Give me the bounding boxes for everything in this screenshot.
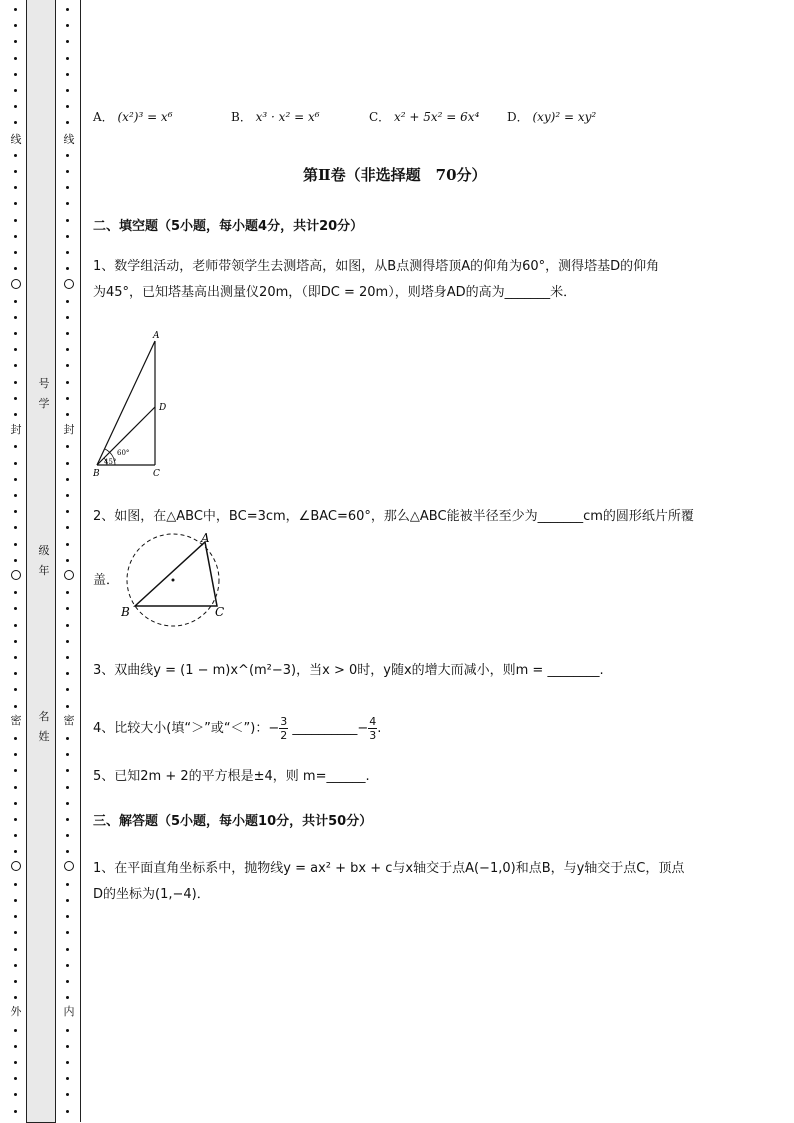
binding-dot xyxy=(66,478,69,481)
info-label-nian: 年 xyxy=(38,564,50,577)
binding-dot xyxy=(66,332,69,335)
binding-dot xyxy=(14,640,17,643)
binding-dot xyxy=(66,640,69,643)
fill-in-heading: 二、填空题（5小题，每小题4分，共计20分） xyxy=(93,219,364,234)
binding-dot xyxy=(14,802,17,805)
binding-dot xyxy=(66,915,69,918)
binding-dot xyxy=(66,753,69,756)
binding-dot xyxy=(14,526,17,529)
solve-question-1-line-2: D的坐标为(1,−4)． xyxy=(93,887,210,902)
binding-dot xyxy=(14,964,17,967)
binding-dot xyxy=(14,251,17,254)
question-4 xyxy=(93,714,743,744)
binding-dot xyxy=(66,850,69,853)
choice-c-label: C． xyxy=(369,110,391,124)
outer-dotted-line xyxy=(8,0,24,1123)
inner-dotted-line xyxy=(60,0,78,1123)
binding-dot xyxy=(14,980,17,983)
binding-dot xyxy=(66,364,69,367)
label-a: A xyxy=(153,331,160,341)
binding-dot xyxy=(66,202,69,205)
solve-question-1-line-1: 1、在平面直角坐标系中，抛物线y = ax² + bx + c与x轴交于点A(−1,0)和点B，与y轴交于点C，顶点 xyxy=(93,861,685,876)
binding-dot xyxy=(66,1061,69,1064)
binding-dot xyxy=(66,964,69,967)
outer-label-xian: 线 xyxy=(10,133,22,146)
binding-dot xyxy=(66,494,69,497)
binding-dot xyxy=(66,1110,69,1113)
binding-dot xyxy=(66,57,69,60)
binding-dot xyxy=(66,1077,69,1080)
inner-label-xian: 线 xyxy=(63,133,75,146)
info-label-ji: 级 xyxy=(38,544,50,557)
binding-dot xyxy=(14,591,17,594)
binding-dot xyxy=(14,57,17,60)
binding-dot xyxy=(14,705,17,708)
binding-dot xyxy=(14,219,17,222)
binding-dot xyxy=(66,705,69,708)
binding-dot xyxy=(14,883,17,886)
binding-dot xyxy=(66,883,69,886)
binding-dot xyxy=(14,121,17,124)
binding-dot xyxy=(14,413,17,416)
binding-dot xyxy=(66,24,69,27)
binding-dot xyxy=(14,1029,17,1032)
binding-dot xyxy=(66,737,69,740)
choice-a-expr: (x²)³ = x⁶ xyxy=(117,110,173,124)
question-5: 5、已知2m + 2的平方根是±4，则 m=______. xyxy=(93,769,370,784)
binding-dot xyxy=(14,202,17,205)
inner-label-mi: 密 xyxy=(63,714,75,727)
tower-figure xyxy=(93,328,173,478)
binding-dot xyxy=(66,381,69,384)
choice-c xyxy=(369,108,479,125)
binding-dot xyxy=(66,8,69,11)
binding-dot xyxy=(14,850,17,853)
binding-dot xyxy=(14,462,17,465)
binding-dot xyxy=(66,931,69,934)
outer-circle-marker xyxy=(11,570,21,580)
binding-dot xyxy=(14,267,17,270)
binding-dot xyxy=(66,40,69,43)
inner-circle-marker xyxy=(64,861,74,871)
binding-dot xyxy=(14,73,17,76)
binding-margin xyxy=(0,0,90,1123)
binding-dot xyxy=(66,186,69,189)
binding-dot xyxy=(14,656,17,659)
fraction-numerator: 4 xyxy=(369,715,377,728)
question-1 xyxy=(93,254,743,306)
binding-dot xyxy=(14,24,17,27)
binding-dot xyxy=(14,105,17,108)
binding-dot xyxy=(14,186,17,189)
outer-circle-marker xyxy=(11,861,21,871)
binding-dot xyxy=(14,834,17,837)
binding-dot xyxy=(14,769,17,772)
question-3: 3、双曲线y = (1 − m)x^(m²−3)，当x > 0时，y随x的增大而减小，则m = ________. xyxy=(93,663,604,678)
binding-dot xyxy=(14,364,17,367)
outer-circle-marker xyxy=(11,279,21,289)
solve-question-1 xyxy=(93,856,743,908)
outer-label-wai: 外 xyxy=(10,1005,22,1018)
binding-dot xyxy=(66,526,69,529)
binding-dot xyxy=(66,656,69,659)
angle-60-label: 60° xyxy=(117,449,130,457)
inner-label-feng: 封 xyxy=(63,423,75,436)
info-label-xing: 姓 xyxy=(38,730,50,743)
binding-dot xyxy=(14,1061,17,1064)
choice-b-expr: x³ · x² = x⁶ xyxy=(255,110,320,124)
binding-dot xyxy=(66,591,69,594)
outer-label-feng: 封 xyxy=(10,423,22,436)
binding-dot xyxy=(14,1093,17,1096)
binding-dot xyxy=(66,802,69,805)
fraction-numerator: 3 xyxy=(280,715,288,728)
fraction-3-2 xyxy=(279,715,288,742)
question-2-line-2: 盖． xyxy=(93,573,120,588)
binding-dot xyxy=(66,786,69,789)
binding-dot xyxy=(66,818,69,821)
binding-dot xyxy=(14,300,17,303)
angle-45-label: 45° xyxy=(104,458,117,466)
binding-dot xyxy=(14,753,17,756)
binding-dot xyxy=(14,316,17,319)
binding-dot xyxy=(14,899,17,902)
binding-dot xyxy=(14,688,17,691)
binding-dot xyxy=(66,413,69,416)
binding-dot xyxy=(14,1077,17,1080)
info-label-ming: 名 xyxy=(38,710,50,723)
binding-dot xyxy=(66,251,69,254)
binding-dot xyxy=(66,154,69,157)
fraction-denominator: 2 xyxy=(280,729,288,742)
binding-dot xyxy=(14,40,17,43)
inner-circle-marker xyxy=(64,279,74,289)
binding-dot xyxy=(14,478,17,481)
binding-dot xyxy=(66,510,69,513)
fraction-denominator: 3 xyxy=(369,729,377,742)
binding-dot xyxy=(14,931,17,934)
binding-dot xyxy=(66,73,69,76)
binding-dot xyxy=(66,543,69,546)
binding-line xyxy=(80,0,81,1122)
label-b: B xyxy=(121,605,130,619)
choice-b xyxy=(231,108,320,125)
binding-dot xyxy=(14,8,17,11)
binding-dot xyxy=(14,559,17,562)
binding-dot xyxy=(66,105,69,108)
binding-dot xyxy=(66,89,69,92)
info-label-xue: 学 xyxy=(38,397,50,410)
question-2 xyxy=(93,504,743,530)
question-4-prefix: 4、比较大小(填“＞”或“＜”)：− xyxy=(93,721,280,736)
binding-dot xyxy=(66,559,69,562)
binding-dot xyxy=(66,219,69,222)
circle-triangle-figure xyxy=(121,530,231,632)
outer-label-mi: 密 xyxy=(10,714,22,727)
choice-b-label: B． xyxy=(231,110,252,124)
binding-dot xyxy=(66,316,69,319)
binding-dot xyxy=(66,948,69,951)
choice-a-label: A． xyxy=(93,110,114,124)
binding-dot xyxy=(14,348,17,351)
info-label-hao: 号 xyxy=(38,377,50,390)
student-info-strip xyxy=(26,0,56,1123)
binding-dot xyxy=(66,348,69,351)
binding-dot xyxy=(14,672,17,675)
binding-dot xyxy=(14,996,17,999)
label-c: C xyxy=(153,469,160,478)
label-a: A xyxy=(201,531,210,545)
question-4-suffix: . xyxy=(377,721,382,736)
binding-dot xyxy=(14,915,17,918)
choice-d-label: D． xyxy=(507,110,529,124)
binding-dot xyxy=(66,1093,69,1096)
binding-dot xyxy=(14,510,17,513)
binding-dot xyxy=(66,1029,69,1032)
binding-dot xyxy=(66,980,69,983)
binding-dot xyxy=(66,607,69,610)
binding-dot xyxy=(66,121,69,124)
fraction-4-3 xyxy=(368,715,377,742)
binding-dot xyxy=(14,607,17,610)
choice-d-expr: (xy)² = xy² xyxy=(532,110,597,124)
answer-blank: __________− xyxy=(288,721,369,736)
binding-dot xyxy=(14,235,17,238)
choice-a xyxy=(93,108,173,125)
label-d: D xyxy=(159,403,167,413)
binding-dot xyxy=(14,445,17,448)
binding-dot xyxy=(14,818,17,821)
question-1-line-1: 1、数学组活动，老师带领学生去测塔高，如图，从B点测得塔顶A的仰角为60°，测得塔基D的仰角 xyxy=(93,259,660,274)
solve-heading: 三、解答题（5小题，每小题10分，共计50分） xyxy=(93,814,373,829)
binding-dot xyxy=(14,154,17,157)
section-title: 第Ⅱ卷（非选择题 70分） xyxy=(303,166,487,184)
binding-dot xyxy=(66,300,69,303)
binding-dot xyxy=(66,170,69,173)
binding-dot xyxy=(66,899,69,902)
binding-dot xyxy=(66,996,69,999)
binding-dot xyxy=(14,1110,17,1113)
binding-dot xyxy=(14,624,17,627)
label-c: C xyxy=(215,605,225,619)
binding-dot xyxy=(14,737,17,740)
binding-dot xyxy=(14,1045,17,1048)
choice-d xyxy=(507,108,596,125)
choice-c-expr: x² + 5x² = 6x⁴ xyxy=(394,110,480,124)
binding-dot xyxy=(66,267,69,270)
question-2-line-1: 2、如图，在△ABC中，BC=3cm，∠BAC=60°，那么△ABC能被半径至少为_______cm的圆形纸片所覆 xyxy=(93,509,694,524)
binding-dot xyxy=(66,624,69,627)
binding-dot xyxy=(14,786,17,789)
binding-dot xyxy=(66,834,69,837)
binding-dot xyxy=(14,494,17,497)
binding-dot xyxy=(66,672,69,675)
binding-dot xyxy=(14,543,17,546)
binding-dot xyxy=(66,397,69,400)
binding-dot xyxy=(14,170,17,173)
inner-circle-marker xyxy=(64,570,74,580)
binding-dot xyxy=(66,688,69,691)
binding-dot xyxy=(66,1045,69,1048)
label-b: B xyxy=(93,469,100,478)
binding-dot xyxy=(66,769,69,772)
binding-dot xyxy=(14,397,17,400)
binding-dot xyxy=(66,462,69,465)
question-1-line-2: 为45°，已知塔基高出测量仪20m，（即DC = 20m），则塔身AD的高为_______米． xyxy=(93,285,577,300)
inner-label-nei: 内 xyxy=(63,1005,75,1018)
binding-dot xyxy=(14,381,17,384)
binding-dot xyxy=(14,948,17,951)
binding-dot xyxy=(14,89,17,92)
binding-dot xyxy=(66,235,69,238)
binding-dot xyxy=(14,332,17,335)
binding-dot xyxy=(66,445,69,448)
